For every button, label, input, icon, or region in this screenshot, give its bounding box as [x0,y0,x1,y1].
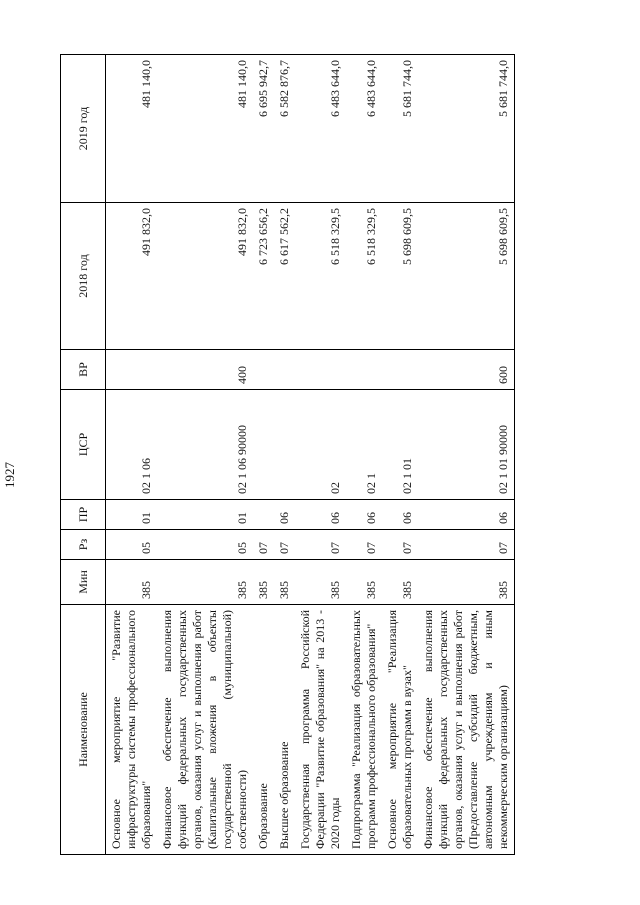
row-rz: 07 [274,530,295,560]
row-pr: 06 [274,500,295,530]
row-2018: 6 518 329,5 [346,203,382,350]
row-2019: 6 483 644,0 [346,55,382,203]
row-min: 385 [295,560,346,605]
row-vr: 600 [418,350,515,390]
row-2019: 6 695 942,7 [253,55,274,203]
table-row [346,55,382,855]
row-2018: 6 723 656,2 [253,203,274,350]
header-2019: 2019 год [61,55,106,203]
row-name: Государственная программа Российской Федерации "Развитие образования" на 2013 - 2020 годы [295,605,346,855]
row-min: 385 [418,560,515,605]
row-name: Подпрограмма "Реализация образовательных программ профессионального образования" [346,605,382,855]
row-min: 385 [346,560,382,605]
table-row [295,55,346,855]
row-2018: 6 617 562,2 [274,203,295,350]
header-2018: 2018 год [61,203,106,350]
row-vr [382,350,418,390]
row-2019: 5 681 744,0 [418,55,515,203]
row-pr: 06 [382,500,418,530]
header-name: Наименование [61,605,106,855]
row-vr [253,350,274,390]
row-min: 385 [253,560,274,605]
header-rz: Рз [61,530,106,560]
row-min: 385 [382,560,418,605]
row-csr: 02 1 [346,390,382,500]
table-row [418,55,515,855]
header-csr: ЦСР [61,390,106,500]
row-vr: 400 [157,350,253,390]
row-pr: 06 [346,500,382,530]
row-name: Образование [253,605,274,855]
header-vr: ВР [61,350,106,390]
row-2019: 6 483 644,0 [295,55,346,203]
row-csr: 02 1 06 90000 [157,390,253,500]
rotated-table-container [60,55,605,855]
row-name: Высшее образование [274,605,295,855]
row-pr [253,500,274,530]
row-vr [346,350,382,390]
row-2019: 481 140,0 [157,55,253,203]
row-csr [253,390,274,500]
row-2018: 491 832,0 [157,203,253,350]
row-2018: 5 698 609,5 [382,203,418,350]
table-row [274,55,295,855]
row-name: Финансовое обеспечение выполнения функций федеральных государственных органов, оказания услуг и выполнения работ (Предоставление субсидий бюджетным, автономным учреждениям и иным некоммерческим организациям) [418,605,515,855]
row-min: 385 [274,560,295,605]
header-min: Мин [61,560,106,605]
row-2018: 5 698 609,5 [418,203,515,350]
row-rz: 07 [253,530,274,560]
row-pr: 01 [106,500,158,530]
row-2018: 6 518 329,5 [295,203,346,350]
row-2019: 5 681 744,0 [382,55,418,203]
row-rz: 05 [106,530,158,560]
table-header-row [61,55,106,855]
row-name: Основное мероприятие "Реализация образовательных программ в вузах" [382,605,418,855]
table-row [253,55,274,855]
page-number: 1927 [2,462,17,488]
row-csr: 02 1 06 [106,390,158,500]
row-rz: 07 [295,530,346,560]
row-min: 385 [157,560,253,605]
table-row [157,55,253,855]
row-pr: 06 [418,500,515,530]
row-2019: 6 582 876,7 [274,55,295,203]
budget-table [60,54,515,855]
row-csr: 02 1 01 [382,390,418,500]
table-row [106,55,158,855]
row-name: Финансовое обеспечение выполнения функций федеральных государственных органов, оказания услуг и выполнения работ (Капитальные вложения в объекты государственной (муниципальной) собственности) [157,605,253,855]
row-rz: 07 [346,530,382,560]
row-2019: 481 140,0 [106,55,158,203]
row-csr [274,390,295,500]
row-vr [295,350,346,390]
row-rz: 07 [418,530,515,560]
row-pr: 01 [157,500,253,530]
row-csr: 02 [295,390,346,500]
row-rz: 07 [382,530,418,560]
row-csr: 02 1 01 90000 [418,390,515,500]
row-name: Основное мероприятие "Развитие инфраструктуры системы профессионального образования" [106,605,158,855]
row-pr: 06 [295,500,346,530]
table-row [382,55,418,855]
row-min: 385 [106,560,158,605]
rotated-page [60,55,605,855]
row-2018: 491 832,0 [106,203,158,350]
row-vr [274,350,295,390]
header-pr: ПР [61,500,106,530]
row-vr [106,350,158,390]
row-rz: 05 [157,530,253,560]
